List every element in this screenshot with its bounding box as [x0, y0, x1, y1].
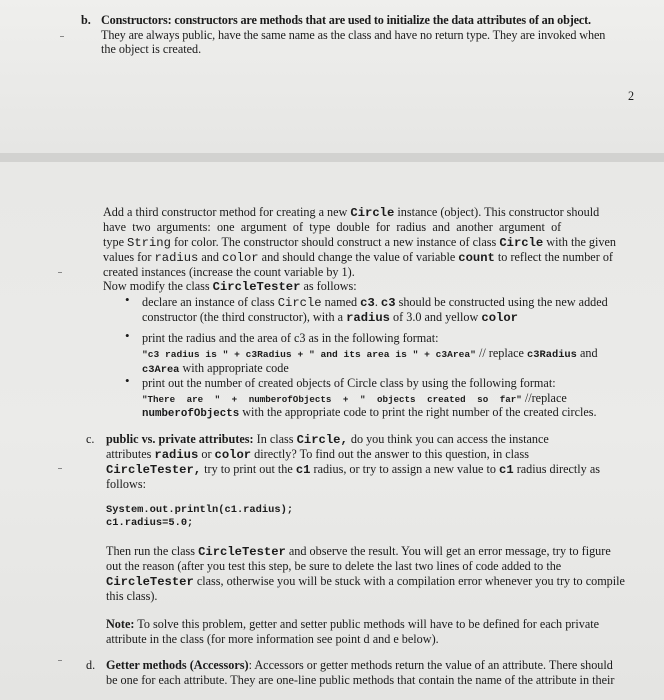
page-number: 2 [628, 89, 635, 103]
code-line-1: System.out.println(c1.radius); [106, 504, 294, 516]
section-c-line-3: CircleTester, try to print out the c1 radius, or try to assign a new value to c1 radius directly as [106, 462, 600, 477]
task-line-2: have two arguments: one argument of type double for radius and another argument of [103, 220, 562, 234]
task-line-4: values for radius and color and should change the value of variable count to reflect the number of [103, 250, 613, 265]
section-b-letter: b. [81, 13, 91, 27]
section-c-line-1: public vs. private attributes: In class Circle, do you think you can access the instance [106, 432, 549, 447]
bullet-1-line-1: declare an instance of class Circle named c3. c3 should be constructed using the new added [142, 295, 608, 310]
margin-mark [58, 468, 62, 469]
bullet-dot: • [125, 373, 130, 388]
bullet-dot: • [125, 292, 130, 307]
section-c-p2-line-2: out the reason (after you test this step, be sure to delete the last two lines of code added to the [106, 559, 562, 573]
code-line-2: c1.radius=5.0; [106, 517, 194, 529]
section-b-line-3: the object is created. [101, 42, 202, 56]
section-b-title: Constructors: constructors are methods that are used to initialize the data attributes of an object. [101, 13, 591, 27]
section-c-p2-line-3: CircleTester class, otherwise you will be stuck with a compilation error whenever you try to compile [106, 574, 625, 589]
bullet-2-line-1: print the radius and the area of c3 as in the following format: [142, 331, 439, 345]
note-line-1: Note: To solve this problem, getter and setter public methods will have to be defined for each private [106, 617, 600, 631]
task-line-3: type String for color. The constructor should construct a new instance of class Circle with the given [103, 235, 617, 250]
section-c-letter: c. [86, 432, 95, 446]
margin-mark [58, 660, 62, 661]
task-line-5: created instances (increase the count variable by 1). [103, 265, 355, 279]
task-line-6: Now modify the class CircleTester as follows: [103, 279, 357, 294]
bullet-dot: • [125, 328, 130, 343]
page-top-fragment [0, 0, 664, 153]
bullet-2-line-2: "c3 radius is " + c3Radius + " and its area is " + c3Area" // replace c3Radius and [142, 346, 598, 361]
task-line-1: Add a third constructor method for creating a new Circle instance (object). This constructor should [103, 205, 600, 220]
margin-mark [60, 36, 64, 37]
page-main [0, 162, 664, 700]
page-gap [0, 153, 664, 162]
bullet-2-line-3: c3Area with appropriate code [142, 361, 289, 376]
note-line-2: attribute in the class (for more information see point d and e below). [106, 632, 439, 646]
section-d-letter: d. [86, 658, 96, 672]
bullet-3-line-3: numberofObjects with the appropriate code to print the right number of the created circles. [142, 405, 597, 420]
bullet-3-line-2: "There are " + numberofObjects + " objects created so far" //replace [142, 391, 567, 405]
section-d-line-1: Getter methods (Accessors): Accessors or getter methods return the value of an attribute. There should [106, 658, 613, 672]
section-c-p2-line-4: this class). [106, 589, 158, 603]
bullet-1-line-2: constructor (the third constructor), with a radius of 3.0 and yellow color [142, 310, 518, 325]
margin-mark [58, 272, 62, 273]
section-d-line-2: be one for each attribute. They are one-line public methods that contain the name of the attribute in their [106, 673, 615, 687]
section-c-line-4: follows: [106, 477, 146, 491]
bullet-3-line-1: print out the number of created objects of Circle class by using the following format: [142, 376, 556, 390]
section-b-line-2: They are always public, have the same name as the class and have no return type. They are invoked when [101, 28, 606, 42]
section-c-p2-line-1: Then run the class CircleTester and observe the result. You will get an error message, try to figure [106, 544, 611, 559]
section-c-line-2: attributes radius or color directly? To find out the answer to this question, in class [106, 447, 529, 462]
